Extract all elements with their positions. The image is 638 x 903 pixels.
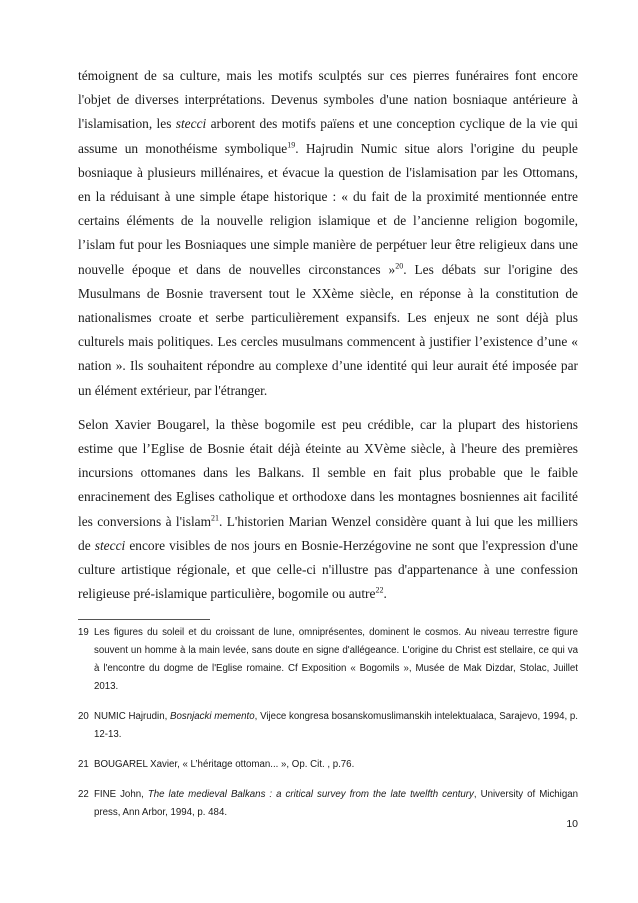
footnote-ref-21[interactable]: 21 <box>211 513 220 523</box>
footnote-text: BOUGAREL Xavier, « L’héritage ottoman... », Op. Cit. , p.76. <box>94 759 355 770</box>
paragraph-1-text-d: . Les débats sur l'origine des Musulmans de Bosnie traversent tout le XXème siècle, en réponse à la constitution de nationalismes croate et serbe particulièrement expansifs. Les enjeux ne sont déjà plus culturels mais politiques. Les cercles musulmans commencent à justifier l’existence d’une « nation ». Ils souhaitent répondre au complexe d’une identité qui leur aurait été imposée par un élément extérieur, par l'étranger. <box>78 261 578 398</box>
footnote-number: 21 <box>78 759 89 770</box>
footnote-author: FINE John, <box>94 789 148 800</box>
paragraph-1-text-b: arborent des motifs païens et une conception cyclique de la vie qui assume un monothéisme symbolique <box>78 116 578 156</box>
footnote-19 <box>78 624 578 696</box>
footnote-22 <box>78 786 578 822</box>
footnote-title: Bosnjacki memento <box>170 711 255 722</box>
footnote-publication: , Vijece kongresa bosanskomuslimanskih intelektualaca, Sarajevo, 1994, p. 12-13. <box>94 711 578 740</box>
paragraph-2-text-c: encore visibles de nos jours en Bosnie-Herzégovine ne sont que l'expression d'une culture artistique régionale, et que celle-ci n'illustre pas d'appartenance à une confession religieuse pré-islamique particulière, bogomile ou autre <box>78 537 578 602</box>
footnote-text: Les figures du soleil et du croissant de lune, omniprésentes, dominent le cosmos. Au niveau terrestre figure souvent un homme à la main levée, sans doute en signe d'allégeance. L'origine du Christ est stellaire, ce qui va à l'encontre du dogme de l'Eglise romaine. Cf Exposition « Bogomils », Musée de Mak Dizdar, Stolac, Juillet 2013. <box>94 627 578 692</box>
page-number: 10 <box>566 818 578 830</box>
footnote-number: 20 <box>78 711 89 722</box>
footnote-20 <box>78 708 578 744</box>
body-text <box>78 64 578 616</box>
paragraph-2-text-b: . L'historien Marian Wenzel considère quant à lui que les milliers de <box>78 513 578 553</box>
footnote-separator <box>78 619 210 620</box>
paragraph-1-italic-term: stecci <box>175 116 207 132</box>
footnote-title: The late medieval Balkans : a critical survey from the late twelfth century <box>147 789 474 800</box>
footnote-number: 22 <box>78 789 89 800</box>
footnote-ref-19[interactable]: 19 <box>287 140 296 150</box>
paragraph-2-text-a: Selon Xavier Bougarel, la thèse bogomile est peu crédible, car la plupart des historiens estime que l’Eglise de Bosnie était déjà éteinte au XVème siècle, à l'heure des premières incursions ottomanes dans les Balkans. Il semble en fait plus probable que le faible enracinement des Eglises catholique et orthodoxe dans les montagnes bosniennes ait facilité les conversions à l'islam <box>78 416 578 529</box>
footnote-text <box>94 786 578 822</box>
paragraph-1-text-a: témoignent de sa culture, mais les motifs sculptés sur ces pierres funéraires font encore l'objet de diverses interprétations. Devenus symboles d'une nation bosniaque antérieure à l'islamisation, les <box>78 68 578 132</box>
footnotes <box>78 624 578 834</box>
footnote-number: 19 <box>78 627 89 638</box>
footnote-21 <box>78 756 578 774</box>
footnote-text <box>94 708 578 744</box>
paragraph-2-italic-term: stecci <box>94 537 126 553</box>
paragraph-2 <box>78 413 578 607</box>
paragraph-1-text-c: . Hajrudin Numic situe alors l'origine du peuple bosniaque à plusieurs millénaires, et évacue la question de l'islamisation par les Ottomans, en la réduisant à une simple étape historique : « du fait de la proximité mentionnée entre certains éléments de la nouvelle religion islamique et de l’ancienne religion bogomile, l’islam fut pour les Bosniaques une simple manière de perpétuer leur être religieux dans une nouvelle époque et dans de nouvelles circonstances » <box>78 140 578 277</box>
footnote-publication: , University of Michigan press, Ann Arbor, 1994, p. 484. <box>94 789 578 818</box>
paragraph-2-text-d: . <box>383 586 387 602</box>
footnote-ref-20[interactable]: 20 <box>395 261 404 271</box>
paragraph-1 <box>78 64 578 403</box>
footnote-author: NUMIC Hajrudin, <box>94 711 171 722</box>
footnote-ref-22[interactable]: 22 <box>375 585 384 595</box>
